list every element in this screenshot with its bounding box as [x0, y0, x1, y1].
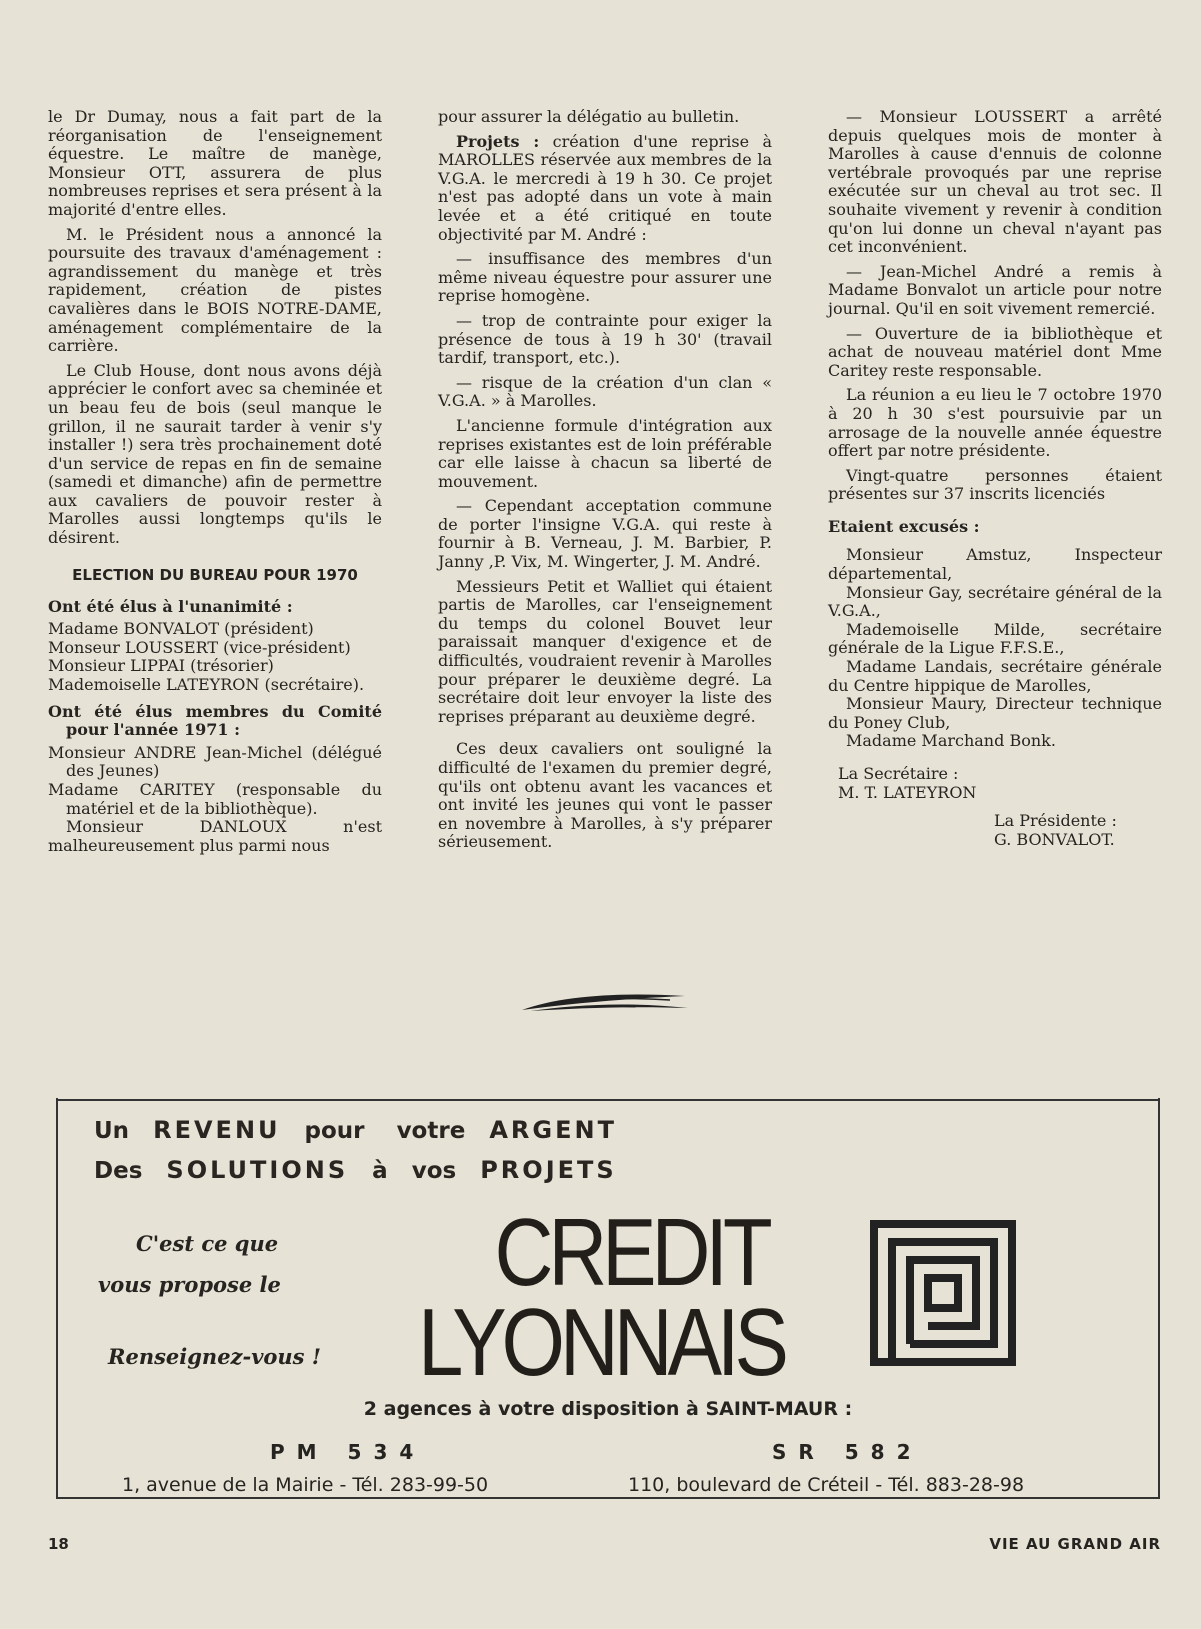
paragraph: M. le Président nous a annoncé la poursuite des travaux d'aménagement : agrandissement du manège et très rapidement, création de pistes cavalières dans le BOIS NOTRE-DAME, aménagement complémentaire de la carrière.	[48, 224, 382, 356]
article-column-3	[828, 108, 1162, 849]
branch-code-2: SR 582	[772, 1440, 923, 1464]
projets-text: création d'une reprise à MAROLLES réservée aux membres de la V.G.A. le mercredi à 19 h 30. Ce projet n'est pas adopté dans un vote à main levée et a été critiqué en toute objectivité par M. André :	[438, 131, 772, 244]
paragraph: — Cependant acceptation commune de porter l'insigne V.G.A. qui reste à fournir à B. Verneau, J. M. Barbier, P. Janny ,P. Vix, M. Wingerter, J. M. André.	[438, 496, 772, 572]
list-item: Madame Landais, secrétaire générale du Centre hippique de Marolles,	[828, 657, 1162, 695]
branch-address-1: 1, avenue de la Mairie - Tél. 283-99-50	[122, 1474, 489, 1496]
ad-tagline-3: Renseignez-vous !	[108, 1344, 322, 1369]
list-item: Monsieur LIPPAI (trésorier)	[48, 656, 274, 676]
ad-headline-2: Des SOLUTIONS à vos PROJETS	[94, 1156, 617, 1184]
article-column-2	[438, 108, 772, 858]
paragraph: Messieurs Petit et Walliet qui étaient partis de Marolles, car l'enseignement du temps du colonel Bouvet leur paraissait manquer d'exigence et de difficultés, voudraient revenir à Marolles pour préparer le deuxième degré. La secrétaire doit leur envoyer la liste des reprises préparant au deuxième degré.	[438, 576, 772, 726]
paragraph	[438, 133, 772, 245]
list-item: Monsieur Maury, Directeur technique du Poney Club,	[828, 694, 1162, 732]
paragraph: Le Club House, dont nous avons déjà apprécier le confort avec sa cheminée et un beau feu de bois (seul manque le grillon, il ne saurait tarder à venir s'y installer !) sera très prochainement doté d'un service de repas en fin de semaine (samedi et dimanche) afin de permettre aux cavaliers de pouvoir rester à Marolles aussi longtemps qu'ils le désirent.	[48, 360, 382, 548]
list-item: Mademoiselle Milde, secrétaire générale de la Ligue F.F.S.E.,	[828, 619, 1162, 658]
ad-branches-line: 2 agences à votre disposition à SAINT-MAUR :	[363, 1398, 853, 1420]
secretary-name: M. T. LATEYRON	[838, 782, 977, 802]
paragraph: — Ouverture de ia bibliothèque et achat de nouveau matériel dont Mme Caritey reste responsable.	[828, 323, 1162, 380]
subheading: Ont été élus à l'unanimité :	[48, 596, 293, 616]
paragraph: — Monsieur LOUSSERT a arrêté depuis quelques mois de monter à Marolles à cause d'ennuis de colonne vertébrale provoqués par une reprise exécutée sur un cheval au trot sec. Il souhaite vivement y revenir à condition qu'on lui donne un cheval n'ayant pas cet inconvénient.	[828, 107, 1162, 257]
section-heading: ELECTION DU BUREAU POUR 1970	[72, 565, 358, 584]
subheading: Etaient excusés :	[828, 516, 980, 536]
page-number: 18	[48, 1535, 69, 1553]
credit-lyonnais-ad	[56, 1098, 1160, 1498]
list-item: Madame CARITEY (responsable du matériel et de la bibliothèque).	[48, 780, 382, 818]
ad-headline-1: Un REVENU pour votre ARGENT	[94, 1116, 617, 1144]
president-name: G. BONVALOT.	[994, 829, 1115, 849]
paragraph: — risque de la création d'un clan « V.G.A. » à Marolles.	[438, 372, 772, 411]
paragraph: Monsieur DANLOUX n'est malheureusement plus parmi nous	[48, 817, 382, 855]
president-label: La Présidente :	[994, 811, 1117, 831]
paragraph: Vingt-quatre personnes étaient présentes sur 37 inscrits licenciés	[828, 465, 1162, 504]
list-item: Monsieur Gay, secrétaire général de la V.G.A.,	[828, 582, 1162, 621]
secretary-signature	[828, 765, 1162, 802]
list-item: Monsieur Amstuz, Inspecteur départemental,	[828, 545, 1162, 584]
ad-tagline-1: C'est ce que	[136, 1231, 279, 1256]
paragraph: le Dr Dumay, nous a fait part de la réorganisation de l'enseignement équestre. Le maître de manège, Monsieur OTT, assurera de plus nombreuses reprises et sera présent à la majorité d'entre elles.	[48, 107, 382, 219]
branch-code-1: PM 534	[270, 1440, 426, 1464]
secretary-label: La Secrétaire :	[838, 764, 959, 783]
paragraph: pour assurer la délégatio au bulletin.	[438, 107, 740, 126]
projets-label: Projets :	[456, 131, 540, 151]
bank-logo-wordmark: CREDIT LYONNAIS	[418, 1199, 784, 1396]
paragraph: L'ancienne formule d'intégration aux reprises existantes est de loin préférable car elle laisse à chacun sa liberté de mouvement.	[438, 415, 772, 491]
paragraph: Ces deux cavaliers ont souligné la difficulté de l'examen du premier degré, qu'ils ont obtenu avant les vacances et ont invité les jeunes qui vont le passer en novembre à Marolles, à s'y préparer sérieusement.	[438, 739, 772, 852]
list-item: Monsieur ANDRE Jean-Michel (délégué des Jeunes)	[48, 742, 382, 781]
paragraph: — trop de contrainte pour exiger la présence de tous à 19 h 30' (travail tardif, transport, etc.).	[438, 310, 772, 368]
article-column-1	[48, 108, 382, 861]
list-item: Mademoiselle LATEYRON (secrétaire).	[48, 675, 365, 695]
paragraph: — insuffisance des membres d'un même niveau équestre pour assurer une reprise homogène.	[438, 249, 772, 306]
branch-address-2: 110, boulevard de Créteil - Tél. 883-28-98	[628, 1474, 1025, 1496]
list-item: Madame BONVALOT (président)	[48, 619, 314, 639]
subheading: Ont été élus membres du Comité pour l'année 1971 :	[48, 701, 382, 740]
publication-name: VIE AU GRAND AIR	[989, 1535, 1161, 1553]
list-item: Madame Marchand Bonk.	[846, 731, 1056, 751]
paragraph: La réunion a eu lieu le 7 octobre 1970 à 20 h 30 s'est poursuivie par un arrosage de la nouvelle année équestre offert par notre présidente.	[828, 385, 1162, 461]
list-item: Monseur LOUSSERT (vice-président)	[48, 637, 351, 657]
bank-logo-icon	[868, 1218, 1018, 1368]
paragraph: — Jean-Michel André a remis à Madame Bonvalot un article pour notre journal. Qu'il en soit vivement remercié.	[828, 261, 1162, 318]
ad-tagline-2: vous propose le	[98, 1272, 281, 1297]
president-signature	[828, 812, 1162, 849]
divider-swoosh-icon	[520, 990, 690, 1016]
